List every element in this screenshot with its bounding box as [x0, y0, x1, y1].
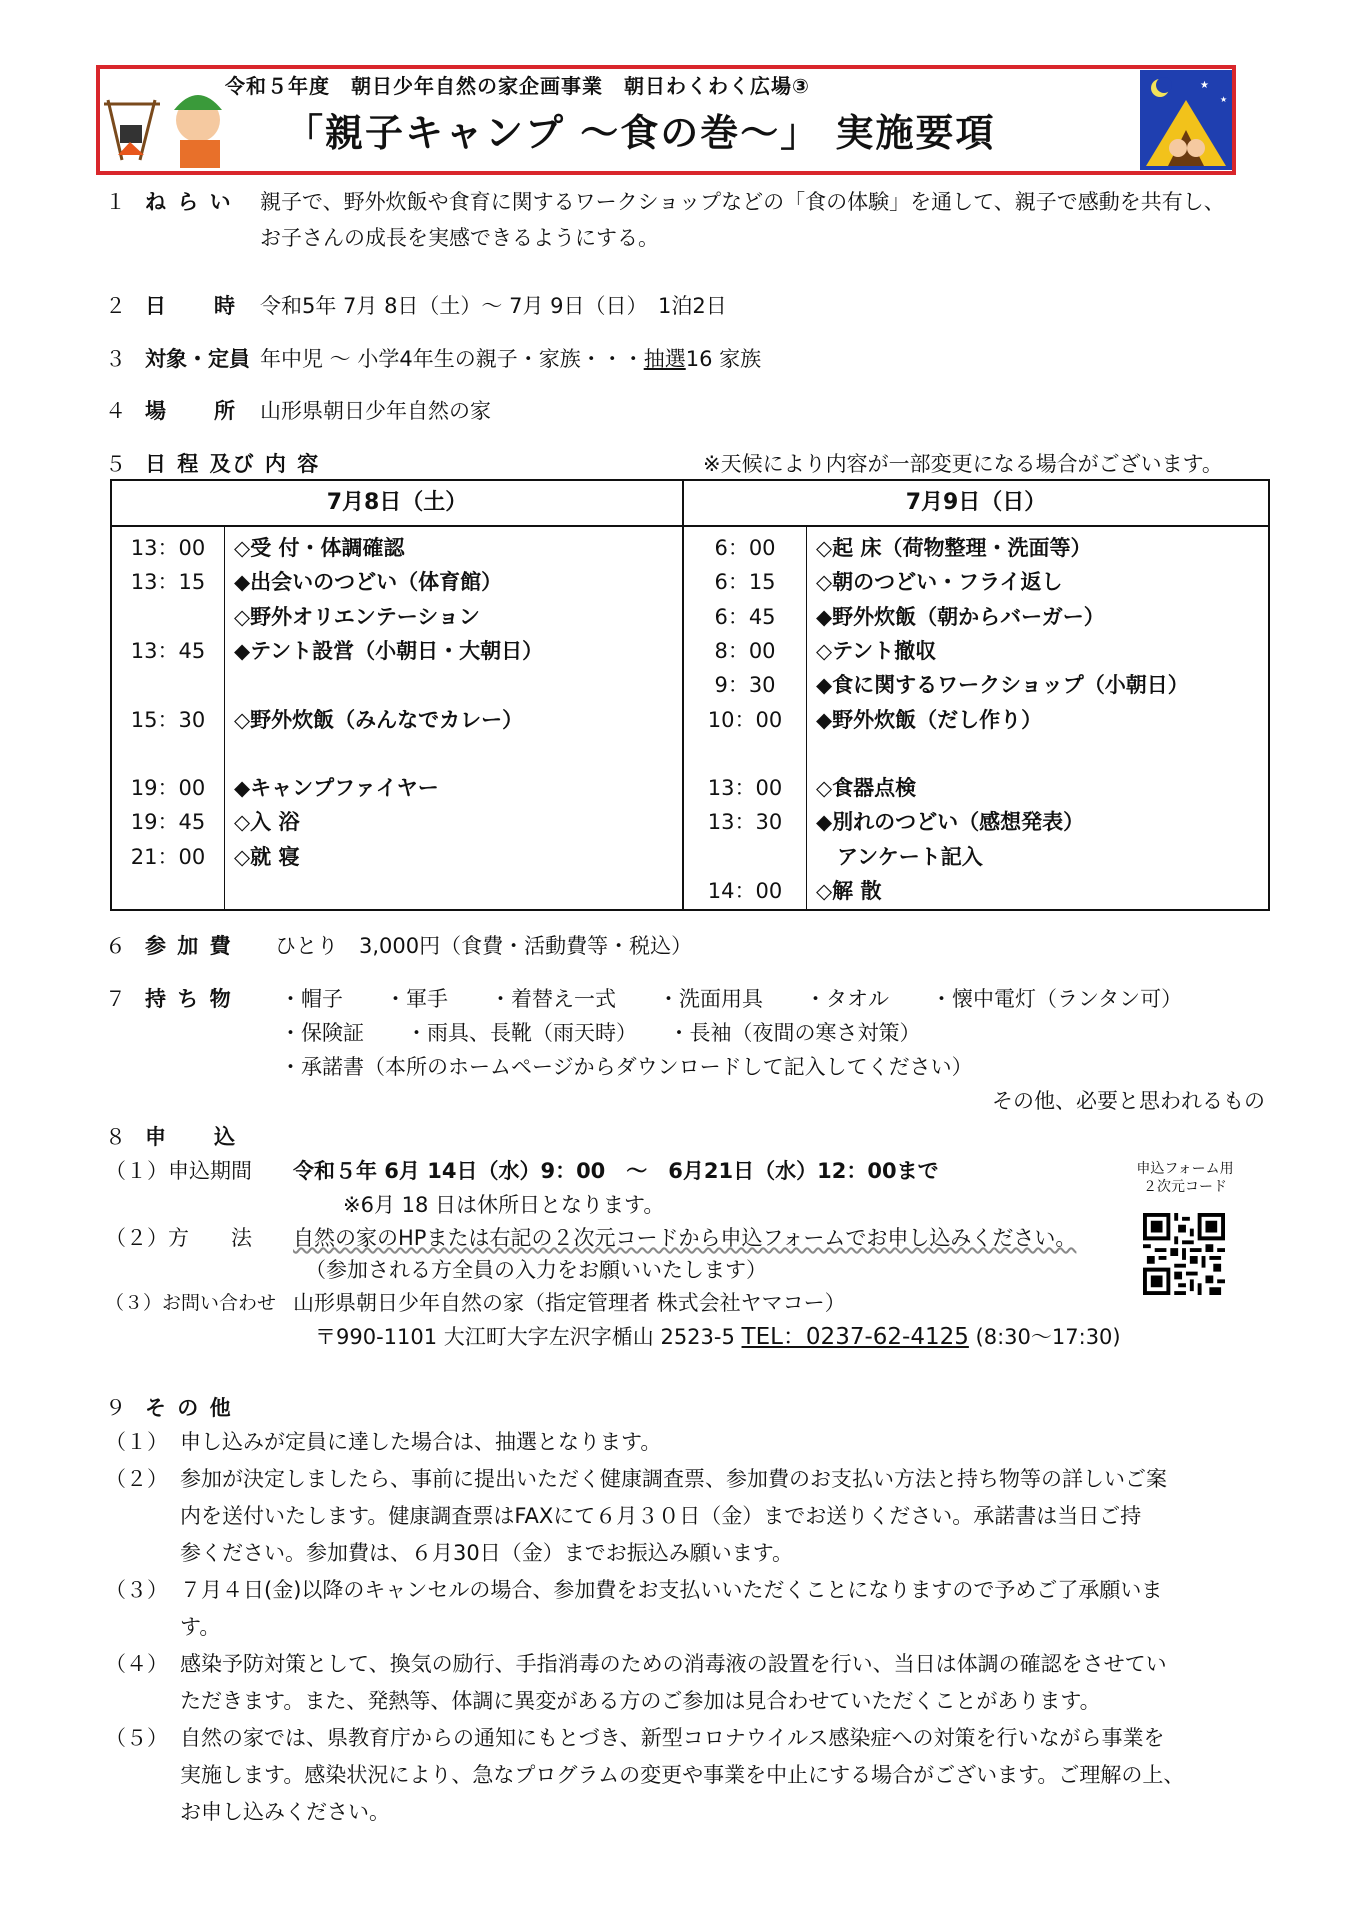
other-note-line: 内を送付いたします。健康調査票はFAXにて６月３０日（金）までお送りください。承諾書は当日ご持 — [180, 1504, 1142, 1528]
day2-header: 7月9日（日） — [684, 481, 1268, 527]
lottery-text: 抽選 — [643, 347, 686, 371]
belongings-line-3: ・承諾書（本所のホームページからダウンロードして記入してください） — [280, 1055, 973, 1079]
other-note-line: 自然の家では、県教育庁からの通知にもとづき、新型コロナウイルス感染症への対策を行いながら事業を — [180, 1726, 1165, 1750]
page-title: 「親子キャンプ ～食の巻～」 実施要項 — [285, 111, 996, 155]
section-number: ３ — [105, 347, 126, 371]
schedule-time: 10：00 — [707, 707, 783, 732]
period-text: 令和５年 6月 14日（水）9：00 ～ 6月21日（水）12：00まで — [293, 1159, 939, 1183]
qr-caption-line-1: 申込フォーム用 — [1136, 1161, 1234, 1177]
section-number: ９ — [105, 1396, 126, 1420]
other-note-number: （１） — [105, 1430, 168, 1454]
period-note: ※6月 18 日は休所日となります。 — [343, 1193, 665, 1217]
schedule-time: 13：00 — [707, 776, 783, 801]
belongings-line-4: その他、必要と思われるもの — [992, 1089, 1265, 1113]
other-note-line: ただきます。また、発熱等、体調に異変がある方のご参加は見合わせていただくことがあります。 — [180, 1689, 1101, 1713]
method-label: （２）方 法 — [105, 1226, 252, 1250]
section-label: 申 込 — [145, 1125, 237, 1149]
belongings-line-2: ・保険証 ・雨具、長靴（雨天時） ・長袖（夜間の寒さ対策） — [280, 1021, 921, 1045]
schedule-time: 13：45 — [130, 638, 206, 663]
qr-code-icon[interactable] — [1143, 1213, 1225, 1295]
qr-caption — [1120, 1160, 1250, 1196]
method-note: （参加される方全員の入力をお願いいたします） — [305, 1258, 767, 1282]
svg-text:★: ★ — [1220, 95, 1228, 104]
schedule-time: 9：30 — [714, 673, 776, 698]
schedule-event: ◆食に関するワークショップ（小朝日） — [816, 673, 1189, 698]
other-note-line: 実施します。感染状況により、急なプログラムの変更や事業を中止にする場合がございます。ご理解の上、 — [180, 1763, 1185, 1787]
section-number: ６ — [105, 934, 126, 958]
schedule-event: ◆野外炊飯（朝からバーガー） — [816, 604, 1105, 629]
schedule-time: 8：00 — [714, 638, 776, 663]
schedule-time: 6：00 — [714, 536, 776, 560]
other-note-number: （４） — [105, 1652, 168, 1676]
other-note-line: ７月４日(金)以降のキャンセルの場合、参加費をお支払いいただくことになりますので予めご了承願いま — [180, 1578, 1163, 1602]
section-number: ８ — [105, 1125, 126, 1149]
section-label: 参 加 費 — [145, 934, 233, 958]
schedule-time: 13：00 — [130, 536, 206, 560]
schedule-time: 6：45 — [714, 604, 776, 629]
schedule-time: 19：45 — [130, 810, 206, 835]
schedule-event: ◇入 浴 — [234, 810, 300, 835]
other-note-line: お申し込みください。 — [180, 1800, 390, 1824]
other-note-number: （５） — [105, 1726, 168, 1750]
svg-text:★: ★ — [1200, 80, 1209, 91]
tent-night-illustration — [1140, 70, 1232, 170]
schedule-event: ◇食器点検 — [816, 776, 917, 801]
other-note-number: （２） — [105, 1467, 168, 1491]
fee-text: ひとり 3,000円（食費・活動費等・税込） — [275, 934, 693, 958]
schedule-event: ◇就 寝 — [234, 844, 300, 869]
schedule-event: ◆別れのつどい（感想発表） — [816, 810, 1085, 835]
day1-header: 7月8日（土） — [112, 481, 682, 527]
schedule-time: 13：30 — [707, 810, 783, 835]
contact-text: 山形県朝日少年自然の家（指定管理者 株式会社ヤマコー） — [293, 1291, 846, 1315]
section-label: 場 所 — [145, 399, 237, 423]
contact-address: 〒990-1101 大江町大字左沢字楯山 2523-5 — [315, 1325, 735, 1349]
aim-text-1: 親子で、野外炊飯や食育に関するワークショップなどの「食の体験」を通して、親子で感動を共有し、 — [260, 190, 1225, 214]
belongings-line-1: ・帽子 ・軍手 ・着替え一式 ・洗面用具 ・タオル ・懐中電灯（ランタン可） — [280, 987, 1183, 1011]
schedule-event: ◇受 付・体調確認 — [234, 536, 405, 560]
contact-tel[interactable]: TEL：0237-62-4125 — [741, 1324, 969, 1350]
schedule-time: 13：15 — [130, 570, 206, 595]
target-text: 年中児 ～ 小学4年生の親子・家族・・・ — [260, 347, 644, 371]
header-subtitle: 令和５年度 朝日少年自然の家企画事業 朝日わくわく広場③ — [225, 74, 810, 98]
schedule-table — [110, 479, 1270, 911]
schedule-event: ◇起 床（荷物整理・洗面等） — [816, 536, 1092, 560]
section-label: 対象・定員 — [145, 347, 250, 371]
schedule-event: ◆キャンプファイヤー — [234, 776, 439, 801]
other-note-line: 参加が決定しましたら、事前に提出いただく健康調査票、参加費のお支払い方法と持ち物等の詳しいご案 — [180, 1467, 1167, 1491]
qr-caption-line-2: ２次元コード — [1143, 1179, 1227, 1195]
section-number: ２ — [105, 294, 126, 318]
schedule-event: ◆野外炊飯（だし作り） — [816, 707, 1043, 732]
schedule-event: ◇野外オリエンテーション — [234, 604, 480, 629]
other-note-number: （３） — [105, 1578, 168, 1602]
contact-label: （３）お問い合わせ — [105, 1292, 277, 1314]
schedule-event: ◇朝のつどい・フライ返し — [816, 570, 1063, 595]
section-label: 日 時 — [145, 294, 237, 318]
other-note-line: 感染予防対策として、換気の励行、手指消毒のための消毒液の設置を行い、当日は体調の確認をさせてい — [180, 1652, 1167, 1676]
schedule-event: ◆出会いのつどい（体育館） — [234, 570, 503, 595]
schedule-event: ◇テント撤収 — [816, 638, 937, 663]
schedule-event: ◇解 散 — [816, 879, 882, 903]
date-text: 令和5年 7月 8日（土）～ 7月 9日（日） 1泊2日 — [260, 294, 727, 318]
schedule-time: 21：00 — [130, 844, 206, 869]
section-label: ね ら い — [145, 190, 233, 214]
schedule-event: アンケート記入 — [816, 844, 983, 869]
other-note-line: 参ください。参加費は、６月30日（金）までお振込み願います。 — [180, 1541, 794, 1565]
section-label: 持 ち 物 — [145, 987, 233, 1011]
weather-note: ※天候により内容が一部変更になる場合がございます。 — [703, 452, 1223, 476]
place-text: 山形県朝日少年自然の家 — [260, 399, 491, 423]
camper-cooking-illustration — [100, 70, 240, 170]
section-label: 日 程 及び 内 容 — [145, 452, 321, 476]
schedule-time: 6：15 — [714, 570, 776, 595]
section-number: ５ — [105, 452, 126, 476]
aim-text-2: お子さんの成長を実感できるようにする。 — [260, 226, 659, 250]
schedule-event: ◆テント設営（小朝日・大朝日） — [234, 638, 544, 663]
schedule-time: 15：30 — [130, 707, 206, 732]
other-note-line: 申し込みが定員に達した場合は、抽選となります。 — [180, 1430, 662, 1454]
method-text: 自然の家のHPまたは右記の２次元コードから申込フォームでお申し込みください。 — [293, 1226, 1077, 1250]
section-number: ７ — [105, 987, 126, 1011]
period-label: （１）申込期間 — [105, 1159, 252, 1183]
section-number: ４ — [105, 399, 126, 423]
other-note-line: す。 — [180, 1615, 221, 1639]
contact-hours: (8:30～17:30) — [975, 1325, 1121, 1349]
schedule-event: ◇野外炊飯（みんなでカレー） — [234, 707, 524, 732]
capacity-text: 16 家族 — [685, 347, 762, 371]
schedule-time: 19：00 — [130, 776, 206, 801]
section-label: そ の 他 — [145, 1396, 233, 1420]
section-number: １ — [105, 190, 126, 214]
schedule-time: 14：00 — [707, 879, 783, 903]
